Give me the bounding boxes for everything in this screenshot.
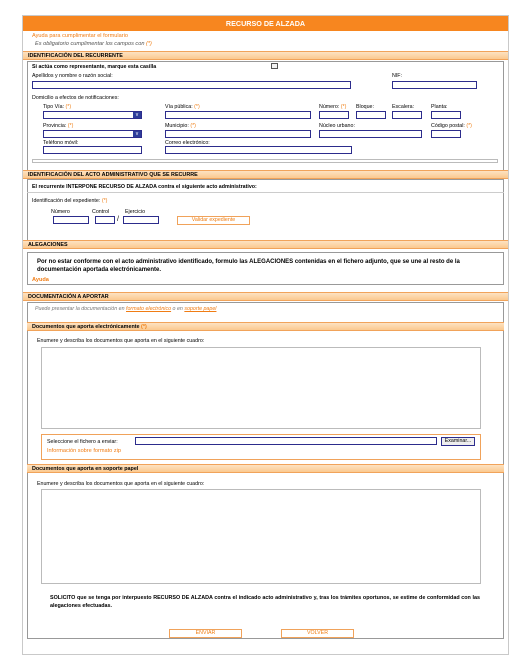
required-mark: (*) [67, 123, 74, 129]
provincia-text: Provincia: [43, 123, 67, 129]
required-note [35, 41, 152, 47]
expediente-label [32, 198, 107, 204]
divider [27, 192, 504, 193]
representante-checkbox[interactable] [271, 63, 278, 69]
section-recurrente-header: IDENTIFICACIÓN DEL RECURRENTE [23, 51, 508, 60]
alegaciones-ayuda-link[interactable]: Ayuda [32, 277, 49, 283]
via-publica-label [165, 104, 200, 110]
escalera-label: Escalera: [392, 104, 415, 110]
planta-label: Planta: [431, 104, 448, 110]
required-mark: (*) [141, 324, 147, 330]
acto-intro: El recurrente INTERPONE RECURSO DE ALZADA contra el siguiente acto administrativo: [32, 184, 257, 190]
cp-text: Código postal: [431, 123, 465, 129]
elec-desc: Enumere y describa los documentos que aporta en el siguiente cuadro: [37, 338, 205, 344]
name-input[interactable] [32, 81, 351, 89]
divider [32, 159, 498, 163]
alegaciones-text: Por no estar conforme con el acto administrativo identificado, formulo las ALEGACIONES contenidas en el fichero adjunto, que se une al resto de la documentación aportada electrónicamente. [37, 259, 460, 273]
planta-input[interactable] [431, 111, 461, 119]
page-title: RECURSO DE ALZADA [23, 16, 508, 31]
tipo-via-label [43, 104, 71, 110]
present-text-b: o en [172, 306, 183, 312]
section-alegaciones-header: ALEGACIONES [23, 240, 508, 249]
volver-button[interactable]: VOLVER [281, 629, 354, 638]
slash-separator: / [117, 216, 119, 223]
tipo-via-text: Tipo Vía: [43, 104, 65, 110]
elec-header [27, 322, 504, 331]
help-link[interactable]: Ayuda para cumplimentar el formulario [32, 33, 128, 39]
solicito-text: SOLICITO que se tenga por interpuesto RECURSO DE ALZADA contra el indicado acto administrativo y, tras los trámites oportunos, se estime de conformidad con las alegaciones efectuadas. [50, 595, 480, 609]
present-text [35, 306, 216, 312]
name-label: Apellidos y nombre o razón social: [32, 73, 113, 79]
escalera-input[interactable] [392, 111, 422, 119]
nif-label: NIF: [392, 73, 403, 79]
required-mark: (*) [340, 104, 347, 110]
section-documentacion-header: DOCUMENTACIÓN A APORTAR [23, 292, 508, 301]
required-mark: (*) [190, 123, 196, 129]
paper-desc: Enumere y describa los documentos que aporta en el siguiente cuadro: [37, 481, 205, 487]
formato-electronico-link[interactable]: formato electrónico [126, 306, 172, 312]
required-mark: (*) [65, 104, 72, 110]
chevron-down-icon: v [133, 131, 141, 137]
via-publica-text: Vía pública: [165, 104, 193, 110]
file-info-link[interactable]: Información sobre formato zip [47, 448, 121, 454]
required-mark: (*) [101, 198, 108, 204]
exp-numero-label: Número [51, 209, 70, 215]
telefono-label: Teléfono móvil: [43, 140, 79, 146]
via-publica-input[interactable] [165, 111, 311, 119]
file-label: Seleccione el fichero a enviar: [47, 439, 118, 445]
expediente-text: Identificación del expediente: [32, 198, 101, 204]
exp-ejercicio-label: Ejercicio [125, 209, 146, 215]
telefono-input[interactable] [43, 146, 142, 154]
cp-label [431, 123, 472, 129]
exp-control-input[interactable] [95, 216, 115, 224]
exp-numero-input[interactable] [53, 216, 89, 224]
correo-label: Correo electrónico: [165, 140, 210, 146]
required-mark: (*) [146, 41, 152, 47]
bloque-input[interactable] [356, 111, 386, 119]
section-acto-header: IDENTIFICACIÓN DEL ACTO ADMINISTRATIVO QUE SE RECURRE [23, 170, 508, 179]
nif-input[interactable] [392, 81, 477, 89]
provincia-label [43, 123, 73, 129]
exp-ejercicio-input[interactable] [123, 216, 159, 224]
provincia-select[interactable] [43, 130, 142, 138]
form-page [22, 15, 509, 655]
numero-input[interactable] [319, 111, 349, 119]
bloque-label: Bloque: [356, 104, 374, 110]
tipo-via-select[interactable] [43, 111, 142, 119]
required-note-text: Es obligatorio cumplimentar los campos con [35, 41, 145, 47]
correo-input[interactable] [165, 146, 352, 154]
enviar-button[interactable]: ENVIAR [169, 629, 242, 638]
paper-textarea[interactable] [41, 489, 481, 584]
file-input[interactable] [135, 437, 437, 445]
soporte-papel-link[interactable]: soporte papel [184, 306, 217, 312]
examinar-button[interactable]: Examinar... [441, 437, 475, 446]
elec-title: Documentos que aporta electrónicamente [32, 324, 140, 330]
chevron-down-icon: v [133, 112, 141, 118]
present-text-a: Puede presentar la documentación en [35, 306, 125, 312]
numero-text: Número: [319, 104, 340, 110]
paper-header: Documentos que aporta en soporte papel [27, 464, 504, 473]
address-label: Domicilio a efectos de notificaciones: [32, 95, 119, 101]
required-mark: (*) [194, 104, 200, 110]
exp-control-label: Control [92, 209, 110, 215]
numero-label [319, 104, 346, 110]
municipio-label [165, 123, 196, 129]
nucleo-label: Núcleo urbano: [319, 123, 355, 129]
required-mark: (*) [466, 123, 472, 129]
municipio-input[interactable] [165, 130, 311, 138]
nucleo-input[interactable] [319, 130, 422, 138]
elec-textarea[interactable] [41, 347, 481, 429]
representante-label: Si actúa como representante, marque esta casilla [32, 64, 157, 70]
cp-input[interactable] [431, 130, 461, 138]
validar-expediente-button[interactable]: Validar expediente [177, 216, 250, 225]
municipio-text: Municipio: [165, 123, 189, 129]
